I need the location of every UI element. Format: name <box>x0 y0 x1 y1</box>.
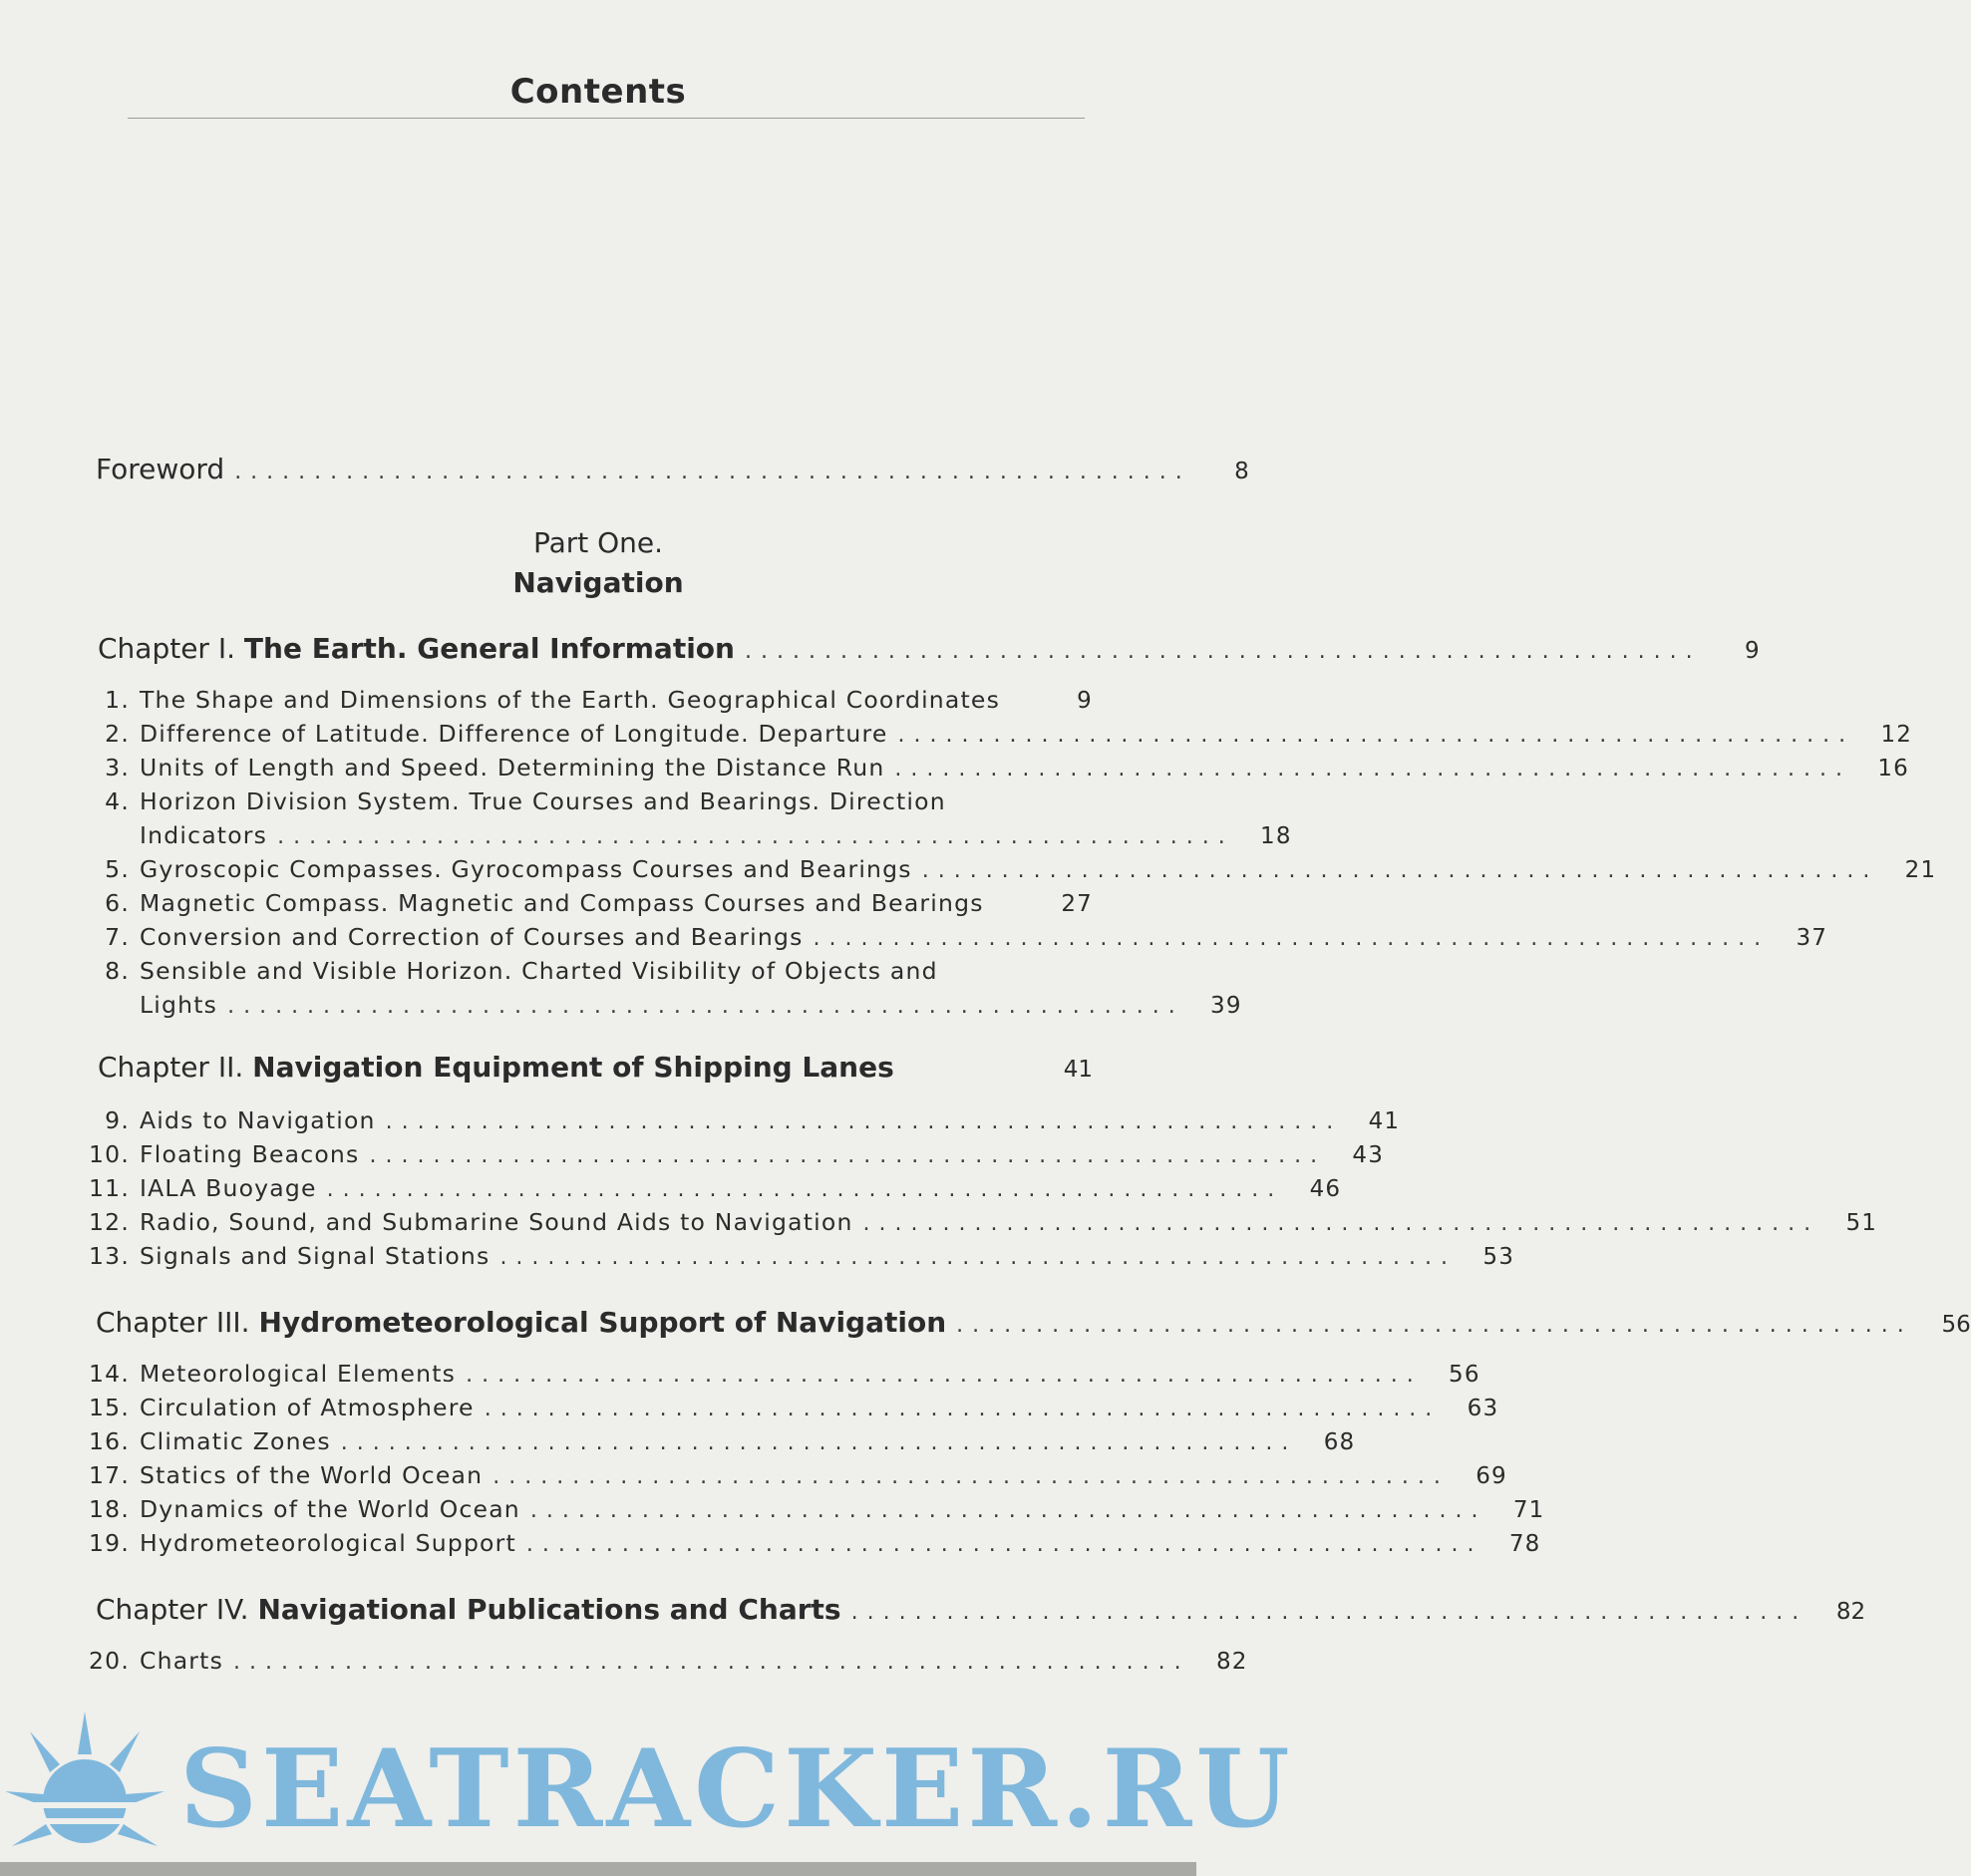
section-number: 18. <box>89 1495 130 1523</box>
section-entry <box>60 686 1093 714</box>
section-entry <box>60 1529 1541 1557</box>
section-number: 9. <box>105 1106 130 1134</box>
chapter-heading <box>98 632 1760 665</box>
leader-dots: ............................................................ <box>233 1650 1190 1675</box>
watermark-text: SEATRACKER.RU <box>179 1726 1294 1852</box>
section-entry <box>60 1647 1248 1675</box>
section-entry <box>60 1394 1499 1421</box>
page-number: 8 <box>1234 459 1249 484</box>
page-number: 82 <box>1215 1649 1248 1675</box>
leader-dots: ............................................................ <box>499 1245 1458 1270</box>
page-number: 82 <box>1835 1599 1866 1625</box>
chapter-heading <box>96 1593 1866 1626</box>
section-entry <box>60 1461 1507 1489</box>
leader-dots: ............................................................ <box>813 926 1771 951</box>
page-number: 56 <box>1941 1312 1971 1338</box>
section-number: 17. <box>89 1461 130 1489</box>
chapter-title: Hydrometeorological Support of Navigation <box>258 1306 947 1339</box>
leader-dots: ............................................................ <box>850 1600 1808 1625</box>
section-title: Floating Beacons <box>140 1140 360 1168</box>
page-number: 46 <box>1309 1176 1342 1202</box>
section-title: Hydrometeorological Support <box>140 1529 516 1557</box>
page-number: 18 <box>1260 823 1292 849</box>
leader-dots: ............................................................ <box>525 1532 1483 1557</box>
leader-dots: ............................................................ <box>227 994 1184 1019</box>
leader-dots: ............................................................ <box>484 1397 1442 1421</box>
section-number: 6. <box>105 889 130 917</box>
leader-dots: ............................................................ <box>326 1177 1284 1202</box>
page-title: Contents <box>509 72 687 112</box>
page-number: 51 <box>1845 1210 1878 1236</box>
leader-dots: ............................................................ <box>385 1109 1343 1134</box>
leader-dots: ............................................................ <box>897 723 1855 748</box>
section-title: Circulation of Atmosphere <box>140 1394 475 1421</box>
leader-dots: ............................................................ <box>921 858 1879 883</box>
section-title-continued: Lights <box>140 991 218 1019</box>
section-entry <box>60 923 1828 951</box>
section-title: The Shape and Dimensions of the Earth. Geographical Coordinates <box>140 686 1001 714</box>
section-title: Aids to Navigation <box>140 1106 376 1134</box>
section-entry <box>60 1242 1515 1270</box>
chapter-title: The Earth. General Information <box>243 632 735 665</box>
section-title: Dynamics of the World Ocean <box>140 1495 520 1523</box>
page-number: 63 <box>1467 1396 1499 1421</box>
foreword-entry <box>96 453 1249 485</box>
page-number: 12 <box>1880 722 1913 748</box>
section-number: 3. <box>105 754 130 782</box>
chapter-number: Chapter II. <box>98 1051 244 1084</box>
page-number: 78 <box>1508 1531 1541 1557</box>
section-entry <box>60 720 1913 748</box>
section-title-continued: Indicators <box>140 821 268 849</box>
section-number: 2. <box>105 720 130 748</box>
page-number: 21 <box>1904 857 1937 883</box>
section-title: Signals and Signal Stations <box>140 1242 491 1270</box>
section-title: Charts <box>140 1647 224 1675</box>
section-title: Climatic Zones <box>140 1427 331 1455</box>
section-number: 14. <box>89 1360 130 1388</box>
title-divider <box>128 118 1085 119</box>
section-title: Radio, Sound, and Submarine Sound Aids to Navigation <box>140 1208 853 1236</box>
section-entry <box>60 1106 1401 1134</box>
page-number: 43 <box>1352 1142 1385 1168</box>
watermark-banner <box>0 1707 1294 1876</box>
foreword-label: Foreword <box>96 453 225 485</box>
leader-dots: ............................................................ <box>369 1143 1327 1168</box>
section-number: 8. <box>105 957 130 985</box>
section-title: Meteorological Elements <box>140 1360 457 1388</box>
section-entry <box>60 1495 1545 1523</box>
leader-dots: ............................................................ <box>744 639 1702 664</box>
section-title: Sensible and Visible Horizon. Charted Visibility of Objects and <box>140 957 938 985</box>
page-number: 9 <box>1744 638 1760 664</box>
section-entry <box>60 754 1910 782</box>
page-number: 37 <box>1796 925 1828 951</box>
section-title: Statics of the World Ocean <box>140 1461 484 1489</box>
section-entry <box>60 1360 1480 1388</box>
page-number: 71 <box>1512 1497 1545 1523</box>
section-entry-continued <box>140 991 1242 1019</box>
section-entry <box>60 1140 1385 1168</box>
leader-dots: ............................................................ <box>529 1498 1487 1523</box>
page-number: 68 <box>1323 1429 1356 1455</box>
leader-dots: ............................................................ <box>862 1211 1820 1236</box>
section-number: 7. <box>105 923 130 951</box>
page-number: 39 <box>1210 993 1242 1019</box>
section-entry-continued <box>140 821 1292 849</box>
section-entry <box>60 1208 1878 1236</box>
section-number: 15. <box>89 1394 130 1421</box>
leader-dots: ............................................................ <box>340 1430 1298 1455</box>
part-label: Part One. <box>532 526 664 559</box>
leader-dots: ............................................................ <box>894 757 1852 782</box>
chapter-heading <box>98 1051 1093 1084</box>
section-entry <box>60 889 1093 917</box>
section-number: 16. <box>89 1427 130 1455</box>
leader-dots: ............................................................ <box>234 460 1191 484</box>
page-number: 53 <box>1482 1244 1515 1270</box>
page-number: 16 <box>1877 756 1910 782</box>
leader-dots: ............................................................ <box>277 824 1234 849</box>
page-number: 56 <box>1449 1362 1480 1388</box>
section-title: Horizon Division System. True Courses and Bearings. Direction <box>140 787 946 815</box>
page-number: 27 <box>1061 891 1093 917</box>
chapter-number: Chapter III. <box>96 1306 250 1339</box>
page-number: 41 <box>1368 1108 1401 1134</box>
section-number: 19. <box>89 1529 130 1557</box>
page-number: 41 <box>1063 1057 1093 1083</box>
part-title: Navigation <box>512 566 684 599</box>
page-number: 9 <box>1077 688 1093 714</box>
section-number: 13. <box>89 1242 130 1270</box>
leader-dots: ............................................................ <box>493 1464 1450 1489</box>
chapter-number: Chapter IV. <box>96 1593 249 1626</box>
page-number: 69 <box>1476 1463 1507 1489</box>
leader-dots: ............................................................ <box>956 1313 1913 1338</box>
section-number: 20. <box>89 1647 130 1675</box>
section-title: Magnetic Compass. Magnetic and Compass Courses and Bearings <box>140 889 984 917</box>
chapter-heading <box>96 1306 1971 1339</box>
section-entry <box>60 1427 1356 1455</box>
section-number: 4. <box>105 787 130 815</box>
sun-icon <box>0 1707 169 1856</box>
leader-dots: ............................................................ <box>466 1363 1423 1388</box>
section-entry <box>60 787 1093 815</box>
section-number: 12. <box>89 1208 130 1236</box>
section-title: Units of Length and Speed. Determining the Distance Run <box>140 754 885 782</box>
section-title: Conversion and Correction of Courses and Bearings <box>140 923 804 951</box>
section-title: Gyroscopic Compasses. Gyrocompass Courses and Bearings <box>140 855 912 883</box>
chapter-title: Navigation Equipment of Shipping Lanes <box>252 1051 894 1084</box>
section-entry <box>60 1174 1342 1202</box>
section-number: 1. <box>105 686 130 714</box>
chapter-title: Navigational Publications and Charts <box>257 1593 841 1626</box>
section-number: 5. <box>105 855 130 883</box>
section-number: 11. <box>89 1174 130 1202</box>
chapter-number: Chapter I. <box>98 632 236 665</box>
section-entry <box>60 855 1937 883</box>
bottom-strip <box>0 1862 1196 1876</box>
section-number: 10. <box>89 1140 130 1168</box>
section-title: IALA Buoyage <box>140 1174 317 1202</box>
section-title: Difference of Latitude. Difference of Longitude. Departure <box>140 720 888 748</box>
section-entry <box>60 957 1093 985</box>
